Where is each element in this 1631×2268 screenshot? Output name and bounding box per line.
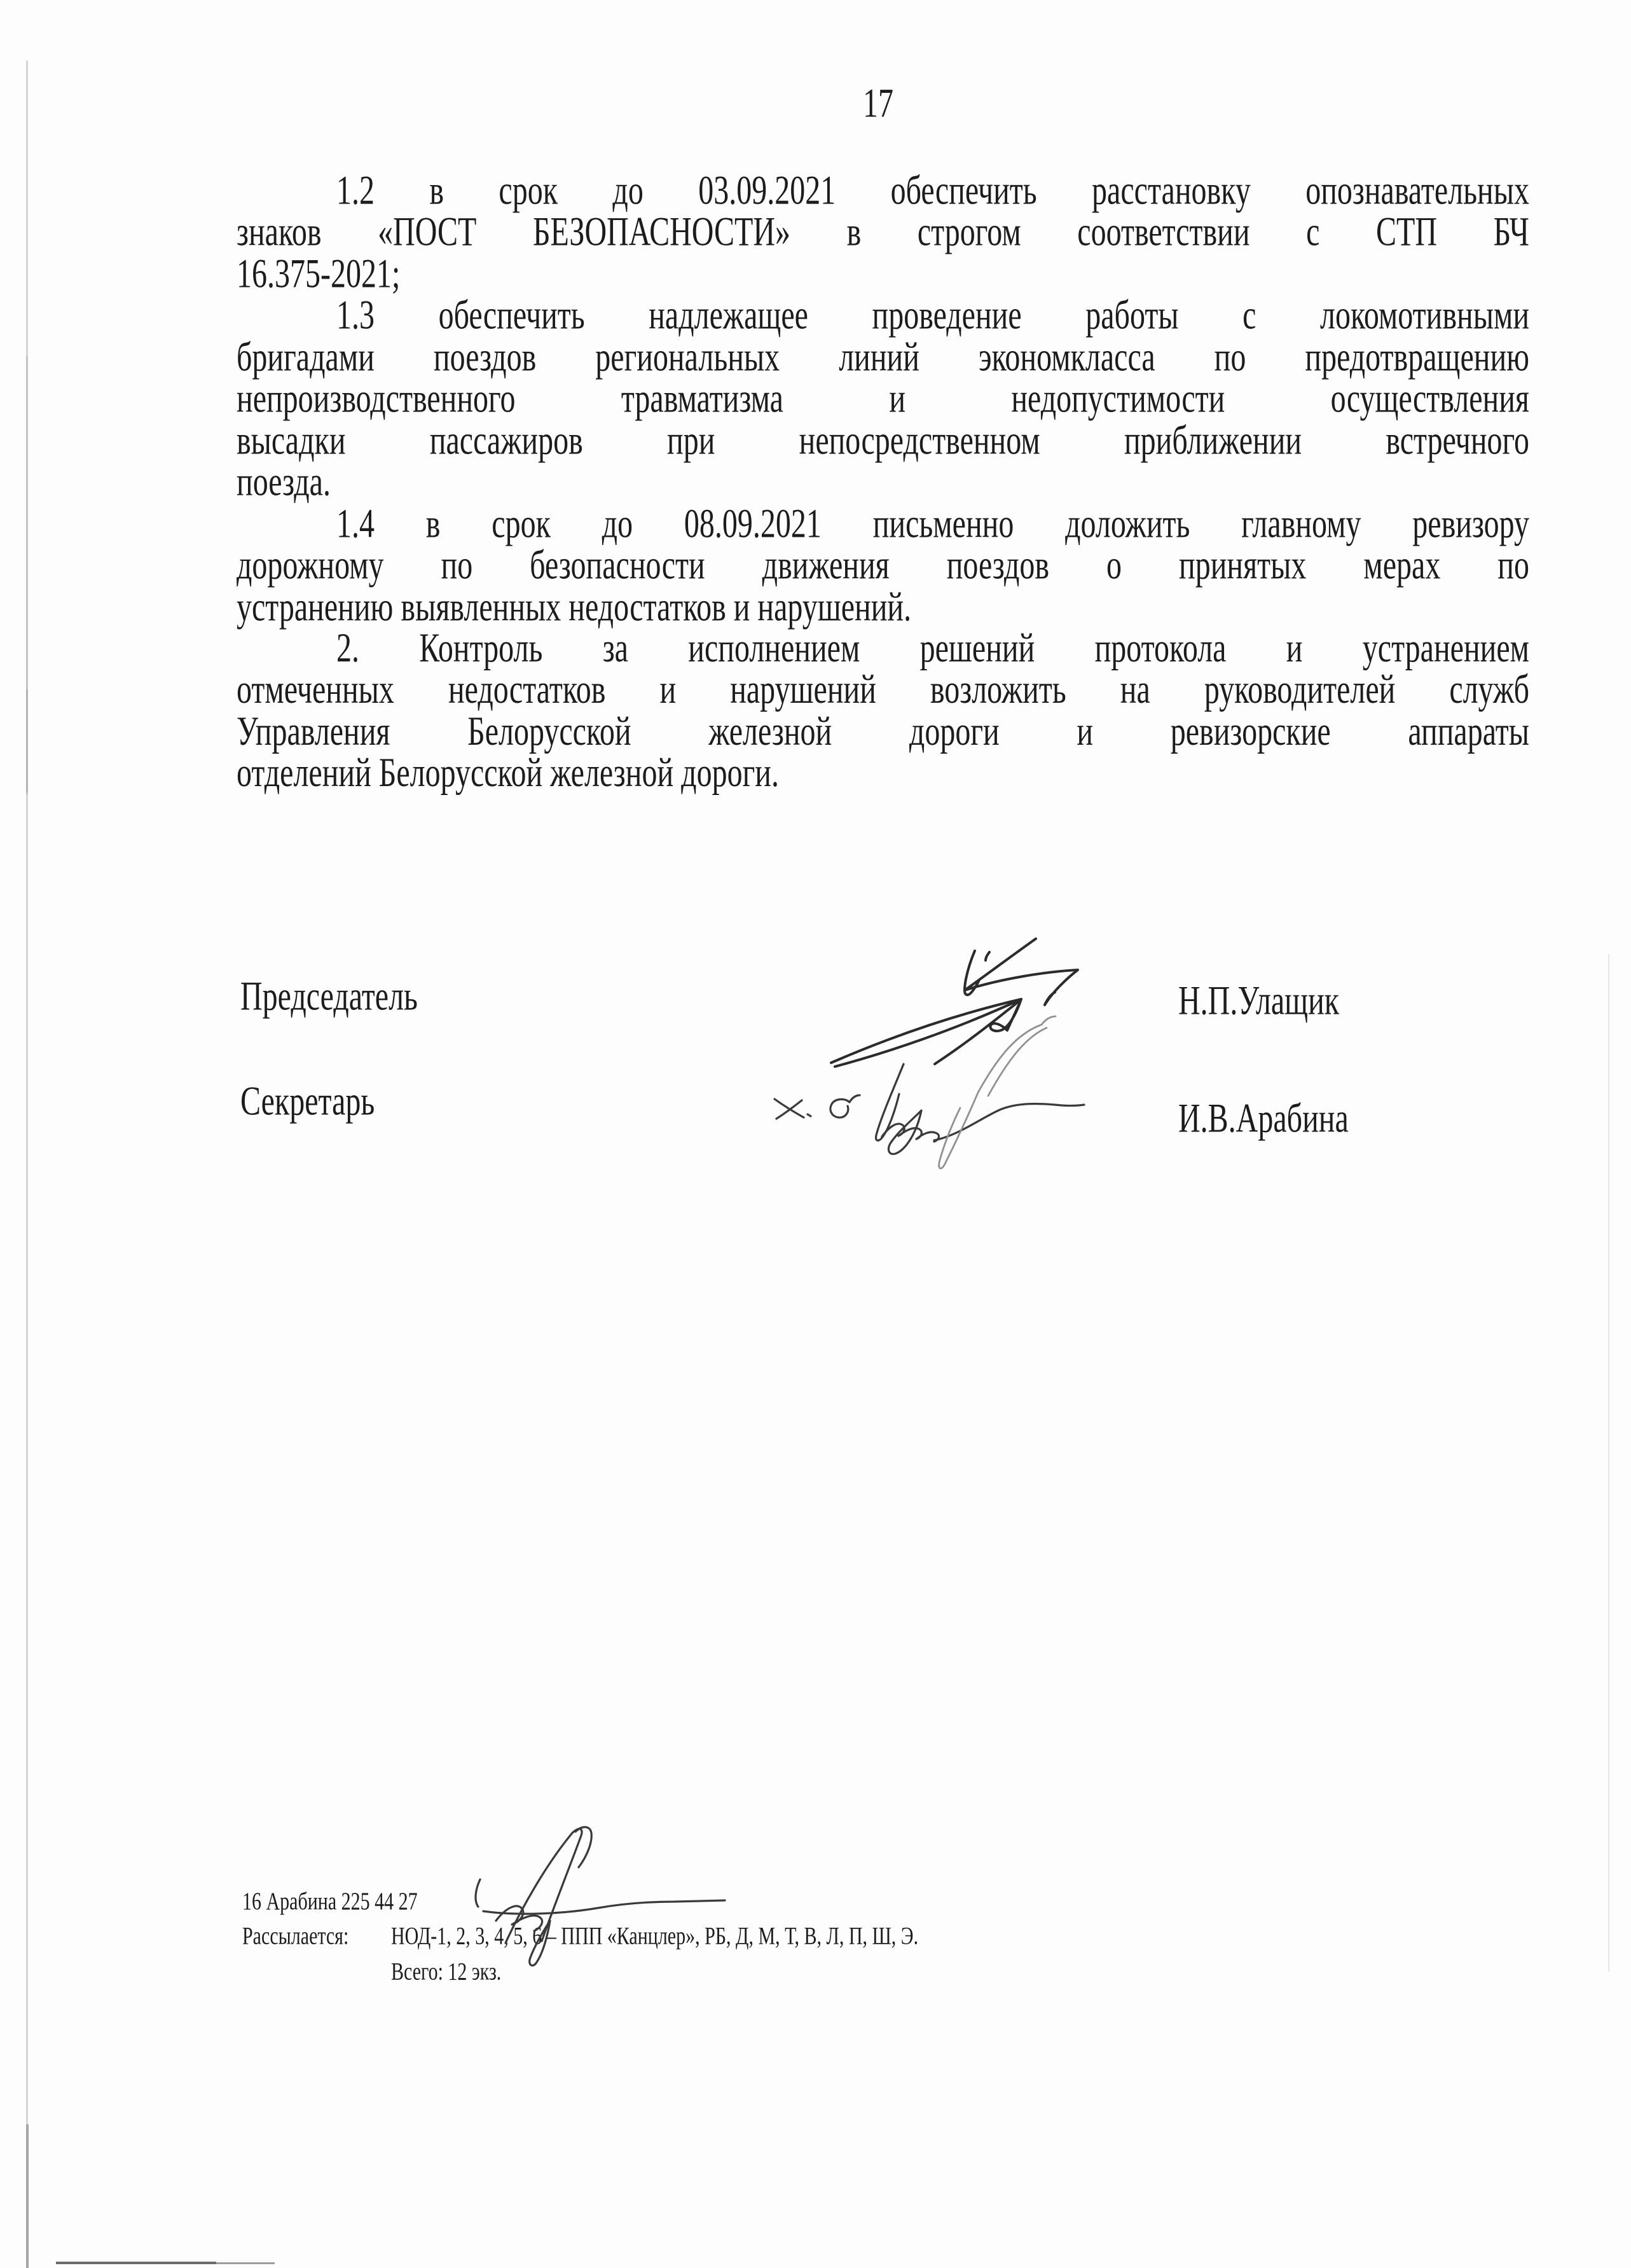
executor-contact-line: 16 Арабина 225 44 27 [242, 1888, 418, 1916]
chairman-role-label: Председатель [240, 973, 418, 1020]
chairman-name: Н.П.Улащик [1178, 978, 1340, 1024]
scan-artifact-left-line [26, 2124, 29, 2268]
text-line: отмеченных недостатков и нарушений возложить на руководителей служб [237, 667, 1529, 713]
text-line: 1.2 в срок до 03.09.2021 обеспечить расстановку опознавательных [336, 167, 1529, 214]
text-line: бригадами поездов региональных линий экономкласса по предотвращению [237, 334, 1529, 380]
chairman-and-secretary-handwritten-signatures [731, 909, 1125, 1304]
text-line: знаков «ПОСТ БЕЗОПАСНОСТИ» в строгом соответствии с СТП БЧ [237, 209, 1529, 255]
text-line: устранению выявленных недостатков и нарушений. [237, 584, 912, 630]
executor-handwritten-signature [445, 1806, 738, 1984]
secretary-name: И.В.Арабина [1178, 1095, 1349, 1142]
document-body [237, 167, 1529, 796]
scan-artifact-left-line [26, 690, 28, 792]
text-line: дорожному по безопасности движения поездов о принятых мерах по [237, 542, 1529, 588]
text-line: 1.3 обеспечить надлежащее проведение работы с локомотивными [336, 293, 1529, 338]
distribution-list: НОД-1, 2, 3, 4, 5, 6 – ППП «Канцлер», РБ, Д, М, Т, В, Л, П, Ш, Э. [391, 1923, 919, 1951]
text-line: отделений Белорусской железной дороги. [237, 750, 779, 796]
scan-artifact-bottom-line [56, 2262, 216, 2264]
text-line: высадки пассажиров при непосредственном приближении встречного [237, 417, 1529, 463]
distribution-label: Рассылается: [242, 1923, 349, 1951]
text-line: непроизводственного травматизма и недопустимости осуществления [237, 376, 1529, 422]
page-number: 17 [863, 80, 893, 127]
secretary-role-label: Секретарь [240, 1078, 375, 1124]
scan-artifact-right-line [1608, 954, 1609, 1972]
scan-artifact-bottom-line [216, 2262, 275, 2264]
copies-total-line: Всего: 12 экз. [391, 1958, 502, 1986]
text-line: 1.4 в срок до 08.09.2021 письменно доложить главному ревизору [336, 501, 1529, 546]
text-line: поезда. [237, 459, 331, 505]
text-line: Управления Белорусской железной дороги и ревизорские аппараты [237, 709, 1529, 754]
text-line: 16.375-2021; [237, 251, 401, 297]
text-line: 2. Контроль за исполнением решений протокола и устранением [336, 625, 1529, 672]
